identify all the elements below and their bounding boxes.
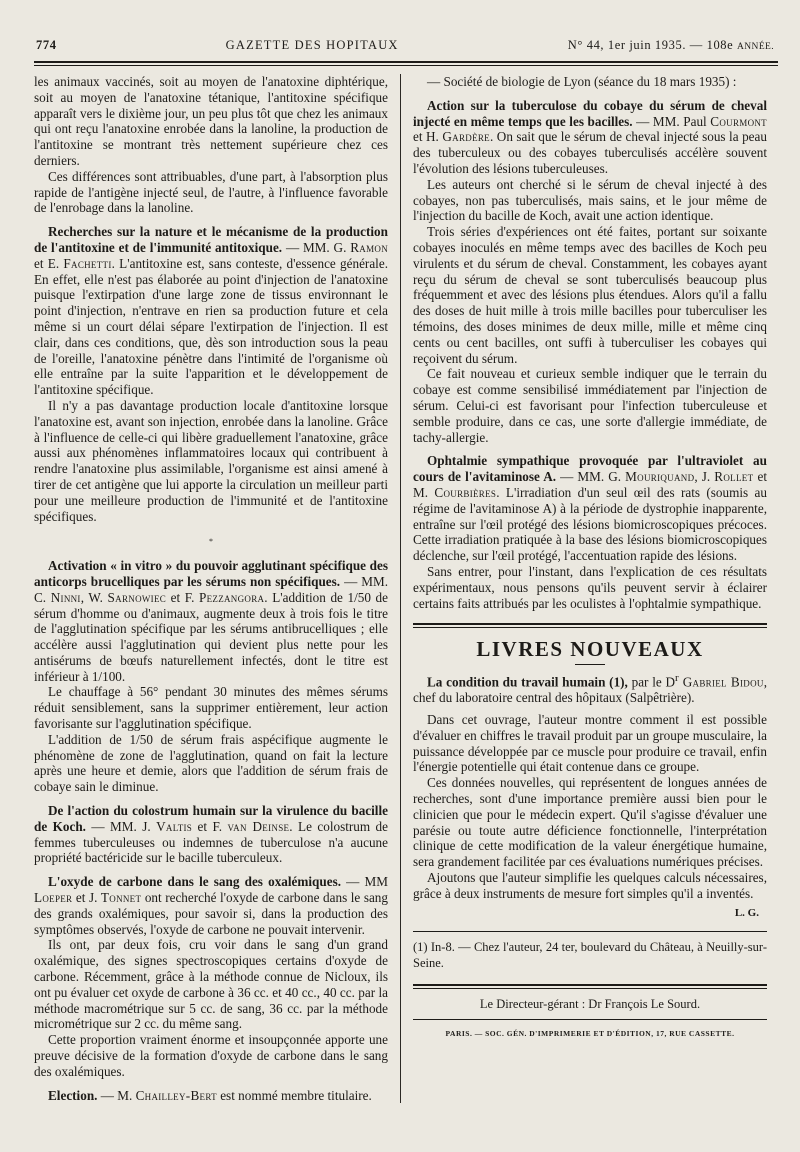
author-name: Ramon: [350, 239, 388, 255]
author-name: Ninni: [50, 589, 81, 605]
livres-nouveaux-heading: LIVRES NOUVEAUX: [476, 637, 704, 662]
article-title: L'oxyde de carbone dans le sang des oxalémiques.: [48, 874, 342, 890]
paragraph: Dans cet ouvrage, l'auteur montre comment il est possible d'évaluer en chiffres le travail produit par un groupe musculaire, la puissance développée par ce muscle pour produire ce travail, enfin l'énergie potentielle qui était contenue dans ce groupe.: [413, 712, 767, 775]
article-columns: [34, 74, 778, 1103]
author-name: Courmont: [710, 113, 767, 129]
author-name: Courbières: [434, 484, 497, 500]
article-title: Ophtalmie sympathique provoquée par l'ultraviolet au cours de l'avitaminose A.: [413, 453, 767, 485]
article-title: Activation « in vitro » du pouvoir agglutinant spécifique des anticorps brucelliques par les sérums non spécifiques.: [34, 558, 388, 589]
page-header: [34, 38, 778, 53]
right-column: [401, 74, 767, 1103]
journal-name: GAZETTE DES HOPITAUX: [225, 38, 399, 52]
author-name: Valtis: [156, 818, 193, 834]
header-rule: [34, 61, 778, 63]
paragraph: Sans entrer, pour l'instant, dans l'explication de ces résultats expérimentaux, nous pensons qu'ils peuvent servir à éclairer certains faits attribués par les oculistes à l'ophtalmie sympathique.: [413, 563, 767, 611]
colophon-rule-thin: [413, 988, 767, 989]
author-name: Tonnet: [100, 890, 142, 906]
article-ramon: Recherches sur la nature et le mécanisme de la production de l'antitoxine et de l'immunité antitoxique. — MM. G. Ramon et E. Fachetti. L'antitoxine est, sans conteste, d'essence générale. En effet, elle n'est pas élaborée au point d'injection de l'anatoxine puisque l'extirpation d'une large zone de tissus environnant le point d'injection, n'entrave en rien sa production future et cela même si un court délai sépare l'extirpation de l'injection. Il est clair, dans ces conditions, que, dès son introduction sous la peau de l'oreille, l'anatoxine pénètre dans l'intimité de l'organisme où elle entraîne par la suite l'apparition et le développement de l'antitoxine spécifique.: [34, 224, 388, 398]
author-name: Gardère: [442, 129, 490, 145]
article-title: Action sur la tuberculose du cobaye du sérum de cheval injecté en même temps que les bacilles.: [413, 97, 767, 129]
colophon-rule: [413, 984, 767, 986]
header-rule-thin: [34, 65, 778, 66]
paragraph: Ces différences sont attribuables, d'une part, à l'absorption plus rapide de l'antigène injecté seul, de l'autre, à l'influence favorable de l'enrobage dans la lanoline.: [34, 168, 388, 216]
section-rule-thin: [413, 627, 767, 628]
book-title: La condition du travail humain (1),: [427, 674, 628, 690]
author-name: Pezzangora: [198, 589, 265, 605]
issue-info: [568, 38, 774, 53]
article-courmont: Action sur la tuberculose du cobaye du sérum de cheval injecté en même temps que les bacilles. — MM. Paul Courmont et H. Gardère. On sait que le sérum de cheval injecté sous la peau des tuberculeux ou des cobayes tuberculisés accélère souvent l'évolution des lésions tuberculeuses.: [413, 97, 767, 176]
article-mouriquand: Ophtalmie sympathique provoquée par l'ultraviolet au cours de l'avitaminose A. — MM. G. Mouriquand, J. Rollet et M. Courbières. L'irradiation d'un seul œil des rats (soumis au régime de l'avitaminose A) à la période de dystrophie inapparente, entraîne sur l'œil protégé des lésions biomicroscopiques précoces. Cette irradiation pratiquée à la base des lésions biomicroscopiques déclenche, sur l'œil protégé, l'accentuation rapide des lésions.: [413, 453, 767, 564]
section-rule: [413, 623, 767, 625]
left-column: [34, 74, 400, 1103]
heading-dash: [575, 664, 605, 665]
issue-date: N° 44, 1er juin 1935. — 108e: [567, 38, 734, 52]
section-separator: *: [209, 537, 213, 547]
review-signature: L. G.: [734, 906, 759, 919]
imprint-rule: [413, 1019, 767, 1020]
page-number: 774: [36, 38, 57, 52]
author-name: Chailley-Bert: [135, 1087, 217, 1103]
paragraph: Trois séries d'expériences ont été faites, portant sur soixante cobayes inoculés en même temps avec des bacilles de Koch peu virulents et du sérum de cheval. Constamment, les cobayes ayant reçu du sérum de cheval se sont tuberculisés beaucoup plus fréquemment et avec des lésions plus étendues. Alors qu'il a fallu des doses de huit mille à trois mille bacilles pour tuberculiser les témoins, des doses minimes de deux mille, mille et même cinq cents ou cent bacilles, ont suffi à tuberculiser les cobayes qui reçoivent du sérum.: [413, 224, 767, 366]
author-name: Mouriquand: [625, 469, 695, 485]
paragraph: Ajoutons que l'auteur simplifie les quelques calculs nécessaires, grâce à deux instruments de mesure fort simples qu'il a inventés.: [413, 870, 767, 901]
paragraph: Cette proportion vraiment énorme et insoupçonnée apporte une preuve décisive de la formation d'oxyde de carbone dans le sang des oxalémiques.: [34, 1032, 388, 1079]
article-title: Recherches sur la nature et le mécanisme de la production de l'antitoxine et de l'immunité antitoxique.: [34, 224, 388, 255]
paragraph: Il n'y a pas davantage production locale d'antitoxine lorsque l'anatoxine est, avant son injection, enrobée dans la lanoline. Grâce à l'influence de celle-ci qui libère graduellement l'anatoxine, grâce aussi aux phénomènes inflammatoires locaux qui contribuent à rendre l'anatoxine plus assimilable, l'organisme est ainsi amené à tirer de cet antigène que lui apporte la circulation un meilleur parti pour une meilleure production de l'immunité et de l'antitoxine spécifiques.: [34, 397, 388, 524]
directeur-gerant: Le Directeur-gérant : Dr François Le Sourd.: [479, 997, 701, 1012]
author-name: Loeper: [34, 890, 73, 906]
author-name: Rollet: [714, 469, 754, 485]
book-review-heading: La condition du travail humain (1), par le $D^r$ Gabriel Bidou, chef du laboratoire central des hôpitaux (Salpêtrière).: [413, 672, 767, 706]
footnote-rule: [413, 931, 767, 932]
author-name: van Deinse: [227, 818, 290, 834]
author-name: Sarnowiec: [107, 589, 167, 605]
paragraph: Le chauffage à 56° pendant 30 minutes des mêmes sérums réduit sensiblement, sans la supprimer entièrement, leur action favorisante sur l'agglutination spécifique.: [34, 684, 388, 732]
issue-annee: ANNÉE.: [737, 42, 774, 52]
printer-imprint: PARIS. — SOC. GÉN. D'IMPRIMERIE ET D'ÉDITION, 17, RUE CASSETTE.: [445, 1028, 735, 1038]
article-loeper: L'oxyde de carbone dans le sang des oxalémiques. — MM Loeper et J. Tonnet ont recherché l'oxyde de carbone dans le sang des grands oxalémiques, pour savoir si, dans la production des symptômes observés, l'oxyde de carbone ne pouvait intervenir.: [34, 874, 388, 937]
society-heading: — Société de biologie de Lyon (séance du 18 mars 1935) :: [427, 74, 737, 89]
article-valtis: De l'action du colostrum humain sur la virulence du bacille de Koch. — MM. J. Valtis et F. van Deinse. Le colostrum de femmes tuberculeuses ou indemnes de tuberculose n'a aucune propriété bactéricide sur le bacille tuberculeux.: [34, 803, 389, 866]
author-name: Fachetti: [63, 255, 112, 271]
author-name: Gabriel Bidou: [678, 674, 764, 690]
paragraph: L'addition de 1/50 de sérum frais aspécifique augmente le phénomène de zone de l'agglutination, quand on fait la lecture après une heure et demie, alors que l'addition de sérum frais de cobaye sain le diminue.: [34, 731, 388, 795]
paragraph: Ce fait nouveau et curieux semble indiquer que le terrain du cobaye est comme sensibilisé immédiatement par l'injection de sérum. Celui-ci est favorisant pour l'infection tuberculeuse et semble produire, dans ce cas, une sorte d'allergie immédiate, de tachy-allergie.: [413, 366, 767, 445]
article-ninni: Activation « in vitro » du pouvoir agglutinant spécifique des anticorps brucelliques par les sérums non spécifiques. — MM. C. Ninni, W. Sarnowiec et F. Pezzangora. L'addition de 1/50 de sérum d'homme ou d'animaux, augmente deux à trois fois le titre de l'agglutination spécifique par les sérums antibrucelliques ; elle accélère aussi l'agglutination qui devient plus nette pour les antisérums de bœufs naturellement infectés, dont le titre est inférieur à 1/100.: [34, 558, 389, 684]
paragraph: Ces données nouvelles, qui représentent de longues années de recherches, sont d'une importance première aussi bien pour le clinicien que pour le médecin expert. Qu'il s'agisse d'évaluer une parésie ou toute autre déficience fonctionnelle, l'interprétation clinique de cette modification de la valeur énergétique humaine, sera grandement facilitée par ces évaluations numériques précises.: [413, 775, 767, 870]
paragraph: Ils ont, par deux fois, cru voir dans le sang d'un grand oxalémique, des signes spectroscopiques certains d'oxyde de carbone. Récemment, grâce à la méthode connue de Nicloux, ils ont pu évaluer cet oxyde de carbone à 36 cc. et 40 cc., 40 cc. par la méthode macrométrique sur 5 cc. de sang, 36 cc. par la méthode micrométrique sur 2 cc. du même sang.: [34, 937, 388, 1032]
paragraph: Les auteurs ont cherché si le sérum de cheval injecté à des cobayes, non pas tuberculisés, mais sains, et le jour même de l'injection du bacille de Koch, avait une action identique.: [413, 176, 767, 224]
article-title: Election.: [48, 1087, 98, 1103]
footnote: (1) In-8. — Chez l'auteur, 24 ter, boulevard du Château, à Neuilly-sur-Seine.: [413, 940, 767, 971]
article-title: De l'action du colostrum humain sur la virulence du bacille de Koch.: [34, 803, 388, 834]
article-election: Election. — M. Chailley-Bert est nommé membre titulaire.: [48, 1087, 372, 1103]
paragraph: les animaux vaccinés, soit au moyen de l'anatoxine diphtérique, soit au moyen de l'anatoxine tétanique, l'antitoxine spécifique apparaît vers le dixième jour, un peu plus tôt que chez les animaux qui ont reçu l'anatoxine enrobée dans la lanoline, la production de l'antitoxine se montrant très nettement supérieure chez ces derniers.: [34, 74, 388, 168]
